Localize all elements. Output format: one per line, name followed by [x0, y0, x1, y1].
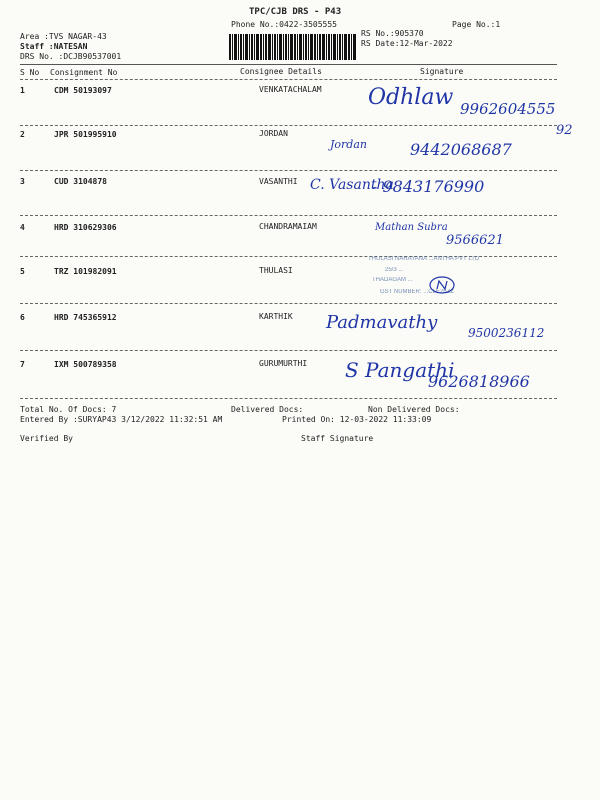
document-title: TPC/CJB DRS - P43: [249, 7, 342, 17]
row-signature-name: Odhlaw: [368, 85, 454, 110]
row-divider: [20, 125, 557, 126]
total-docs: Total No. Of Docs: 7: [20, 405, 117, 414]
row-consignee: JORDAN: [259, 129, 288, 138]
col-header-signature: Signature: [420, 67, 464, 76]
row-consignee: GURUMURTHI: [259, 359, 308, 368]
row-consignment: HRD 745365912: [54, 313, 117, 322]
row-signature-phone: - 9843176990: [372, 177, 485, 196]
delivered-docs: Delivered Docs:: [231, 405, 304, 414]
non-delivered-docs: Non Delivered Docs:: [368, 405, 460, 414]
col-header-consignment: Consignment No: [50, 68, 118, 77]
stamp-line: THULASI NARAYANA ...ANTHA PVT LTD: [368, 256, 480, 262]
row-consignee: CHANDRAMAIAM: [259, 222, 317, 231]
row-consignment: CDM 50193097: [54, 86, 112, 95]
row-sno: 3: [20, 177, 25, 186]
row-consignee: VASANTHI: [259, 177, 298, 186]
row-sno: 4: [20, 223, 25, 232]
phone-number: Phone No.:0422-3505555: [231, 20, 337, 29]
page-number: Page No.:1: [452, 20, 501, 29]
row-consignee: THULASI: [259, 266, 293, 275]
header-rule-bottom: [20, 79, 557, 80]
printed-on: Printed On: 12-03-2022 11:33:09: [282, 415, 432, 424]
row-consignment: IXM 500789358: [54, 360, 117, 369]
row-divider: [20, 303, 557, 304]
row-consignment: JPR 501995910: [54, 130, 117, 139]
row-signature-name: S Pangathi: [345, 358, 455, 382]
col-header-sno: S No: [20, 68, 40, 77]
verified-by-label: Verified By: [20, 434, 73, 443]
row-divider: [20, 398, 557, 399]
barcode: [229, 34, 357, 60]
row-sno: 7: [20, 360, 25, 369]
row-consignee: KARTHIK: [259, 312, 293, 321]
row-signature-phone: 9626818966: [428, 372, 530, 391]
staff-label: Staff :NATESAN: [20, 42, 88, 51]
rs-number: RS No.:905370: [361, 29, 424, 38]
stamp-line: THADAGAM ...: [372, 277, 413, 283]
row-divider: [20, 170, 557, 171]
row-signature-name: Padmavathy: [326, 312, 438, 333]
row-sno: 2: [20, 130, 25, 139]
row-signature-name: C. Vasantha: [310, 177, 394, 193]
row-sno: 6: [20, 313, 25, 322]
row-signature-phone: 9500236112: [468, 326, 545, 340]
header-rule-top: [20, 64, 557, 65]
row-divider: [20, 215, 557, 216]
row-sno: 5: [20, 267, 25, 276]
stamp-initial-circle: [428, 275, 456, 295]
row-consignee: VENKATACHALAM: [259, 85, 322, 94]
col-header-consignee: Consignee Details: [240, 67, 322, 76]
staff-signature-label: Staff Signature: [301, 434, 374, 443]
entered-by: Entered By :SURYAP43 3/12/2022 11:32:51 AM: [20, 415, 223, 424]
row-signature-phone: 9442068687: [410, 140, 512, 159]
rs-date: RS Date:12-Mar-2022: [361, 39, 453, 48]
row-consignment: HRD 310629306: [54, 223, 117, 232]
row-signature-phone: 9962604555: [460, 100, 556, 118]
row-consignment: CUD 3104878: [54, 177, 107, 186]
row-signature-name: Jordan: [330, 138, 367, 151]
drs-number: DRS No. :DCJB90537001: [20, 52, 122, 61]
row-signature-name: Mathan Subra: [375, 222, 448, 233]
row-consignment: TRZ 101982091: [54, 267, 117, 276]
row-sno: 1: [20, 86, 25, 95]
stamp-line: GST NUMBER: ...CLE26ZZ: [380, 289, 454, 295]
row-signature-extra: 92: [556, 123, 573, 138]
row-divider: [20, 350, 557, 351]
stamp-line: 25/3 ...: [385, 267, 404, 273]
row-signature-phone: 9566621: [446, 233, 504, 248]
area-label: Area :TVS NAGAR-43: [20, 32, 107, 41]
